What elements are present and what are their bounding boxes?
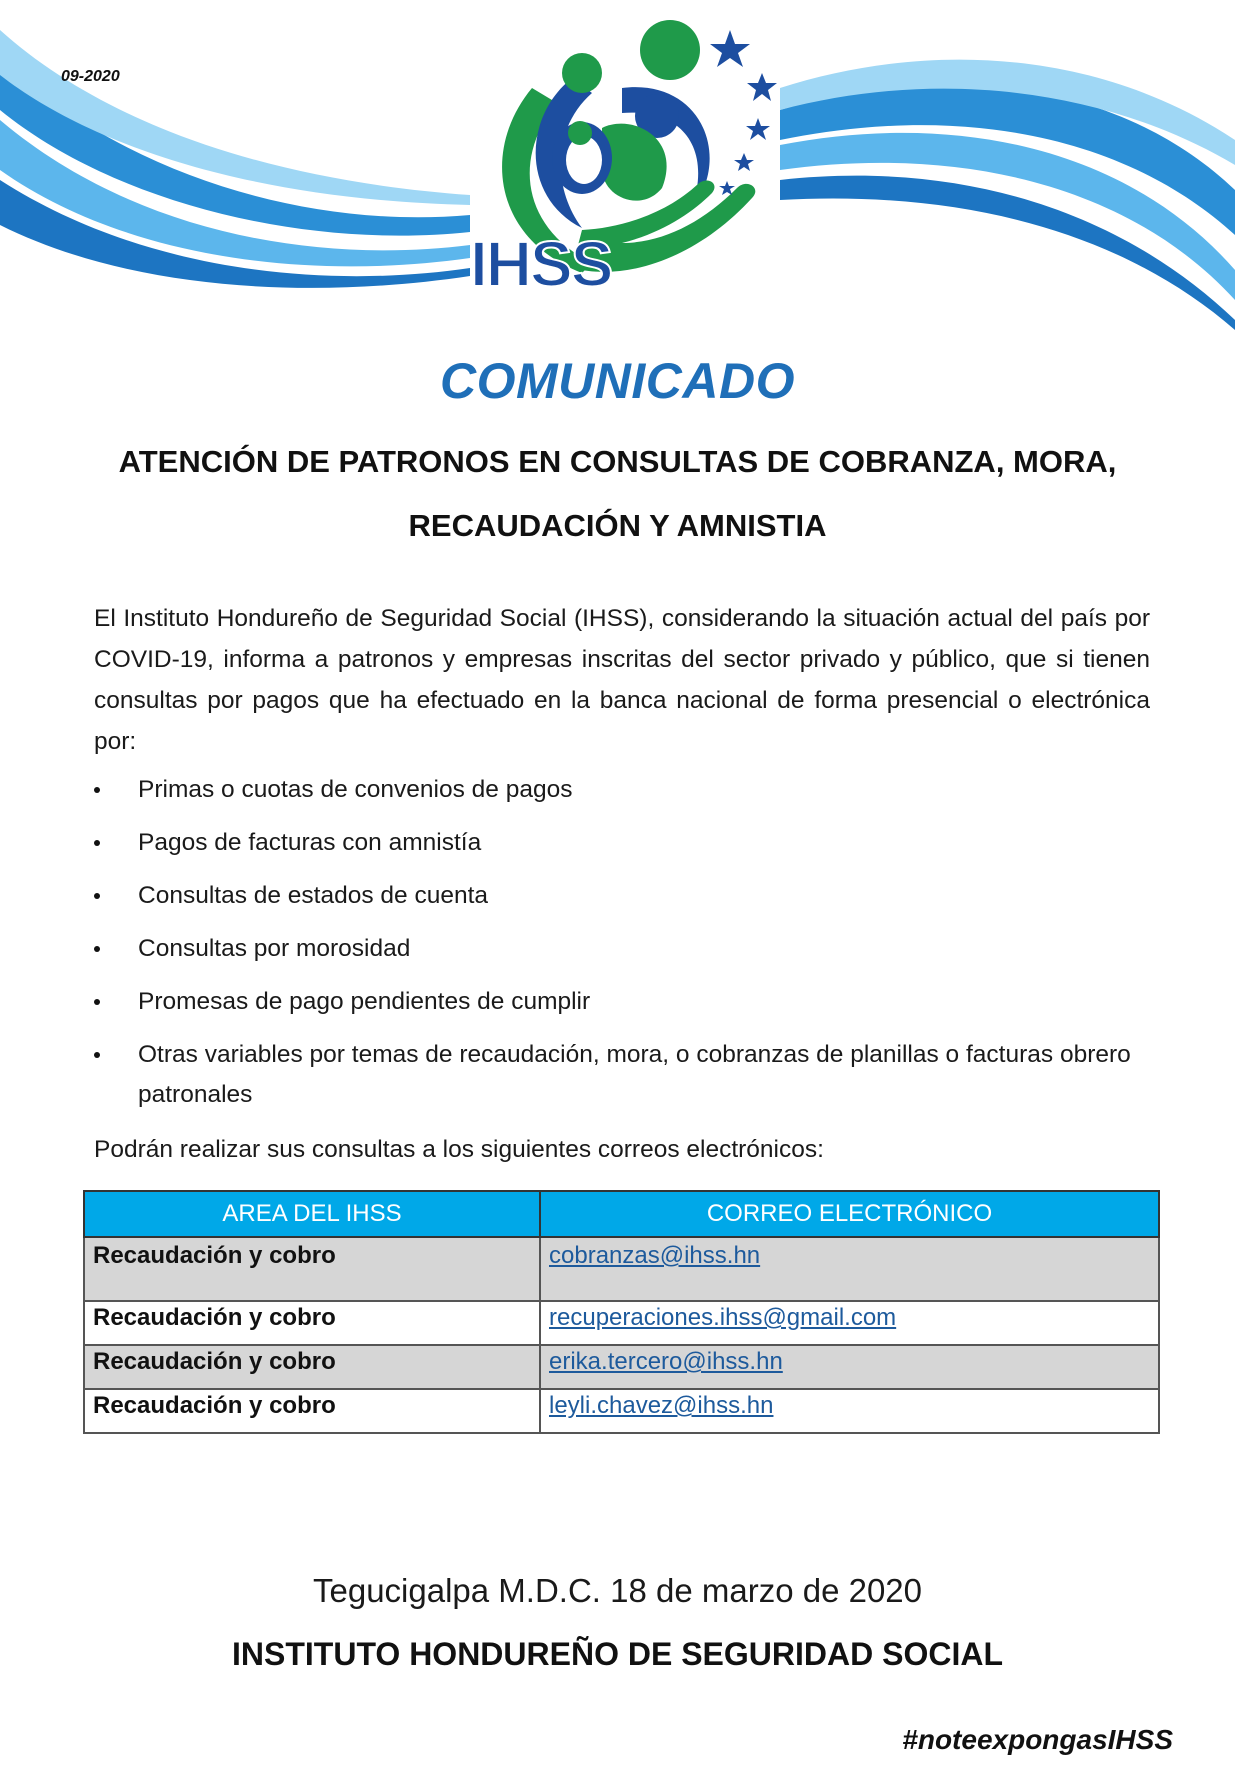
table-row <box>84 1389 1159 1433</box>
ihss-logo <box>462 18 782 300</box>
list-item-text: Otras variables por temas de recaudación, mora, o cobranzas de planillas o facturas obrero patronales <box>138 1041 1131 1108</box>
bullet-icon <box>94 999 100 1005</box>
page-title: COMUNICADO <box>440 353 795 409</box>
organization-name: INSTITUTO HONDUREÑO DE SEGURIDAD SOCIAL <box>232 1636 1003 1672</box>
list-item-text: Primas o cuotas de convenios de pagos <box>138 776 573 803</box>
bullet-icon <box>94 840 100 846</box>
logo-text: IHSS <box>470 228 612 300</box>
hashtag: #noteexpongasIHSS <box>902 1724 1173 1755</box>
email-link[interactable]: erika.tercero@ihss.hn <box>549 1348 783 1375</box>
bullet-icon <box>94 946 100 952</box>
list-item <box>94 823 1154 863</box>
area-cell: Recaudación y cobro <box>84 1345 540 1389</box>
inquiry-topic-list <box>94 770 1154 1128</box>
list-item-text: Pagos de facturas con amnistía <box>138 829 482 856</box>
contact-intro-text: Podrán realizar sus consultas a los siguientes correos electrónicos: <box>94 1136 824 1163</box>
email-cell <box>540 1237 1159 1301</box>
table-row <box>84 1237 1159 1301</box>
email-cell <box>540 1345 1159 1389</box>
contact-email-table <box>83 1190 1160 1434</box>
bullet-icon <box>94 893 100 899</box>
place-and-date: Tegucigalpa M.D.C. 18 de marzo de 2020 <box>312 1572 923 1609</box>
email-cell <box>540 1301 1159 1345</box>
intro-paragraph: El Instituto Hondureño de Seguridad Social (IHSS), considerando la situación actual del país por COVID-19, informa a patronos y empresas inscritas del sector privado y público, que si tienen consultas por pagos que ha efectuado en la banca nacional de forma presencial o electrónica por: <box>94 605 1150 755</box>
table-row <box>84 1301 1159 1345</box>
email-link[interactable]: recuperaciones.ihss@gmail.com <box>549 1304 897 1331</box>
list-item <box>94 1035 1154 1115</box>
bullet-icon <box>94 787 100 793</box>
list-item-text: Promesas de pago pendientes de cumplir <box>138 988 591 1015</box>
table-row <box>84 1345 1159 1389</box>
column-header-email: CORREO ELECTRÓNICO <box>540 1191 1159 1237</box>
list-item-text: Consultas por morosidad <box>138 935 411 962</box>
email-cell <box>540 1389 1159 1433</box>
area-cell: Recaudación y cobro <box>84 1237 540 1301</box>
bullet-icon <box>94 1052 100 1058</box>
area-cell: Recaudación y cobro <box>84 1389 540 1433</box>
email-link[interactable]: cobranzas@ihss.hn <box>549 1242 761 1269</box>
area-cell: Recaudación y cobro <box>84 1301 540 1345</box>
list-item <box>94 876 1154 916</box>
list-item <box>94 982 1154 1022</box>
subtitle-line-1: ATENCIÓN DE PATRONOS EN CONSULTAS DE COBRANZA, MORA, <box>118 444 1117 479</box>
email-link[interactable]: leyli.chavez@ihss.hn <box>549 1392 774 1419</box>
list-item <box>94 770 1154 810</box>
list-item <box>94 929 1154 969</box>
table-header-row <box>84 1191 1159 1237</box>
list-item-text: Consultas de estados de cuenta <box>138 882 489 909</box>
subtitle-line-2: RECAUDACIÓN Y AMNISTIA <box>408 508 827 543</box>
document-number: 09-2020 <box>61 68 120 85</box>
column-header-area: AREA DEL IHSS <box>84 1191 540 1237</box>
